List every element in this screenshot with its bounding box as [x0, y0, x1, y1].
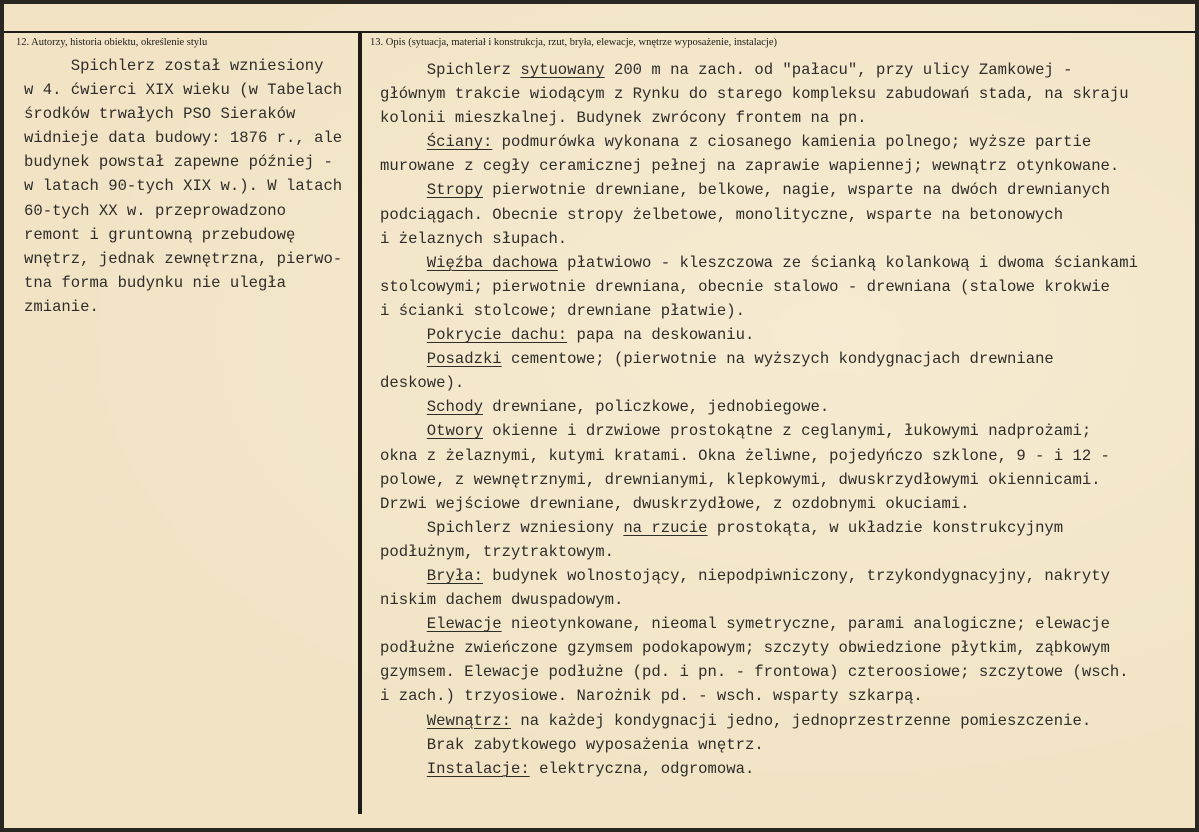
- line-text: stolcowymi; pierwotnie drewniana, obecnie stalowo - drewniana (stalowe krokwie: [380, 277, 1110, 296]
- top-rule: [4, 31, 1195, 33]
- text-line: [380, 203, 1138, 227]
- line-text: kolonii mieszkalnej. Budynek zwrócony frontem na pn.: [380, 109, 867, 128]
- text-line: [380, 58, 1138, 82]
- line-lead: [380, 326, 427, 344]
- text-line: budynek powstał zapewne później -: [24, 153, 333, 172]
- text-line: [380, 709, 1138, 733]
- line-text: podciągach. Obecnie stropy żelbetowe, monolityczne, wsparte na betonowych: [380, 205, 1064, 224]
- text-line: [380, 251, 1138, 275]
- text-line: Spichlerz został wzniesiony: [24, 57, 324, 75]
- line-text: podmurówka wykonana z ciosanego kamienia polnego; wyższe partie: [492, 133, 1092, 152]
- line-lead: [380, 615, 427, 633]
- text-line: zmianie.: [24, 297, 99, 316]
- underlined-term: Ściany:: [426, 133, 493, 152]
- line-text: budynek wolnostojący, niepodpiwniczony, trzykondygnacyjny, nakryty: [482, 566, 1110, 585]
- line-text: nieotynkowane, nieomal symetryczne, parami analogiczne; elewacje: [501, 615, 1110, 634]
- line-lead: [380, 712, 427, 730]
- description-text: [380, 58, 1138, 781]
- text-line: [380, 347, 1138, 371]
- line-lead: Spichlerz wzniesiony: [380, 518, 624, 537]
- line-text: drewniane, policzkowe, jednobiegowe.: [482, 398, 830, 417]
- line-text: podłużne zwieńczone gzymsem podokapowym; szczyty obwiedzione płytkim, ząbkowym: [380, 639, 1110, 658]
- line-text: Drzwi wejściowe drewniane, dwuskrzydłowe, z ozdobnymi okuciami.: [380, 494, 970, 513]
- underlined-term: Stropy: [426, 181, 483, 200]
- underlined-term: Pokrycie dachu:: [426, 326, 568, 345]
- text-line: [380, 419, 1138, 443]
- text-line: [380, 299, 1138, 323]
- line-text: deskowe).: [380, 374, 465, 393]
- line-lead: [380, 736, 427, 754]
- line-text: i zach.) trzyosiowe. Narożnik pd. - wsch. wsparty szkarpą.: [380, 687, 923, 706]
- text-line: [380, 684, 1138, 708]
- text-line: [380, 660, 1138, 684]
- text-line: [380, 612, 1138, 636]
- section-13-header: 13. Opis (sytuacja, materiał i konstrukcja, rzut, bryła, elewacje, wnętrze wyposażenie, instalacje): [370, 37, 778, 48]
- authors-history-text: [24, 54, 342, 319]
- line-lead: [380, 254, 427, 272]
- text-line: [380, 82, 1138, 106]
- text-line: [380, 540, 1138, 564]
- underlined-term: Posadzki: [426, 350, 502, 369]
- line-text: elektryczna, odgromowa.: [529, 759, 755, 778]
- line-text: prostokąta, w układzie konstrukcyjnym: [707, 518, 1064, 537]
- underlined-term: Elewacje: [426, 615, 502, 634]
- line-lead: [380, 350, 427, 368]
- line-lead: [380, 567, 427, 585]
- text-line: [380, 564, 1138, 588]
- line-text: okienne i drzwiowe prostokątne z ceglanymi, łukowymi nadprożami;: [482, 422, 1092, 441]
- line-text: na każdej kondygnacji jedno, jednoprzestrzenne pomieszczenie.: [511, 711, 1092, 730]
- line-lead: [380, 133, 427, 151]
- line-text: i ścianki stolcowe; drewniane płatwie).: [380, 301, 745, 320]
- line-lead: [380, 760, 427, 778]
- text-line: widnieje data budowy: 1876 r., ale: [24, 129, 343, 148]
- line-text: 200 m na zach. od "pałacu", przy ulicy Zamkowej -: [604, 61, 1073, 79]
- text-line: [380, 227, 1138, 251]
- underlined-term: Bryła:: [426, 566, 483, 585]
- text-line: [380, 492, 1138, 516]
- text-line: wnętrz, jednak zewnętrzna, pierwo-: [24, 249, 343, 268]
- underlined-term: na rzucie: [623, 518, 708, 537]
- line-text: niskim dachem dwuspadowym.: [380, 591, 624, 610]
- line-text: płatwiowo - kleszczowa ze ścianką kolankową i dwoma ściankami: [557, 253, 1138, 272]
- line-text: cementowe; (pierwotnie na wyższych kondygnacjach drewniane: [501, 350, 1054, 369]
- text-line: środków trwałych PSO Sieraków: [24, 105, 296, 124]
- text-line: [380, 588, 1138, 612]
- underlined-term: Schody: [426, 398, 483, 417]
- line-lead: [380, 422, 427, 440]
- underlined-term: sytuowany: [520, 61, 605, 79]
- text-line: [380, 395, 1138, 419]
- text-line: [380, 275, 1138, 299]
- text-line: [380, 516, 1138, 540]
- text-line: w 4. ćwierci XIX wieku (w Tabelach: [24, 81, 343, 100]
- underlined-term: Otwory: [426, 422, 483, 441]
- line-text: Brak zabytkowego wyposażenia wnętrz.: [426, 735, 764, 754]
- line-text: okna z żelaznymi, kutymi kratami. Okna żeliwne, pojedyńczo szklone, 9 - i 12 -: [380, 446, 1110, 465]
- underlined-term: Wewnątrz:: [426, 711, 512, 730]
- line-text: głównym trakcie wiodącym z Rynku do starego kompleksu zabudowań stada, na skraju: [380, 85, 1129, 104]
- line-text: i żelaznych słupach.: [380, 229, 568, 248]
- text-line: [380, 323, 1138, 347]
- text-line: tna forma budynku nie uległa: [24, 273, 287, 292]
- text-line: [380, 468, 1138, 492]
- line-text: papa na deskowaniu.: [567, 326, 755, 345]
- text-line: [380, 130, 1138, 154]
- section-12-header: 12. Autorzy, historia obiektu, określenie stylu: [16, 37, 208, 48]
- text-line: [380, 154, 1138, 178]
- text-line: [380, 757, 1138, 781]
- line-text: pierwotnie drewniane, belkowe, nagie, wsparte na dwóch drewnianych: [482, 181, 1110, 200]
- text-line: [380, 444, 1138, 468]
- line-lead: [380, 181, 427, 199]
- line-text: polowe, z wewnętrznymi, drewnianymi, klepkowymi, dwuskrzydłowymi okiennicami.: [380, 470, 1101, 489]
- text-line: remont i gruntowną przebudowę: [24, 225, 296, 244]
- line-lead: [380, 398, 427, 416]
- record-card: [4, 4, 1195, 828]
- underlined-term: Instalacje:: [426, 759, 530, 778]
- column-divider: [358, 33, 362, 814]
- text-line: w latach 90-tych XIX w.). W latach: [24, 177, 343, 196]
- line-lead: Spichlerz: [380, 61, 521, 79]
- text-line: [380, 371, 1138, 395]
- text-line: [380, 178, 1138, 202]
- text-line: [380, 106, 1138, 130]
- line-text: podłużnym, trzytraktowym.: [380, 542, 614, 561]
- text-line: 60-tych XX w. przeprowadzono: [24, 201, 287, 220]
- underlined-term: Więźba dachowa: [426, 253, 558, 272]
- text-line: [380, 733, 1138, 757]
- line-text: gzymsem. Elewacje podłużne (pd. i pn. - frontowa) czteroosiowe; szczytowe (wsch.: [380, 663, 1129, 682]
- line-text: murowane z cegły ceramicznej pełnej na zaprawie wapiennej; wewnątrz otynkowane.: [380, 157, 1120, 176]
- text-line: [380, 636, 1138, 660]
